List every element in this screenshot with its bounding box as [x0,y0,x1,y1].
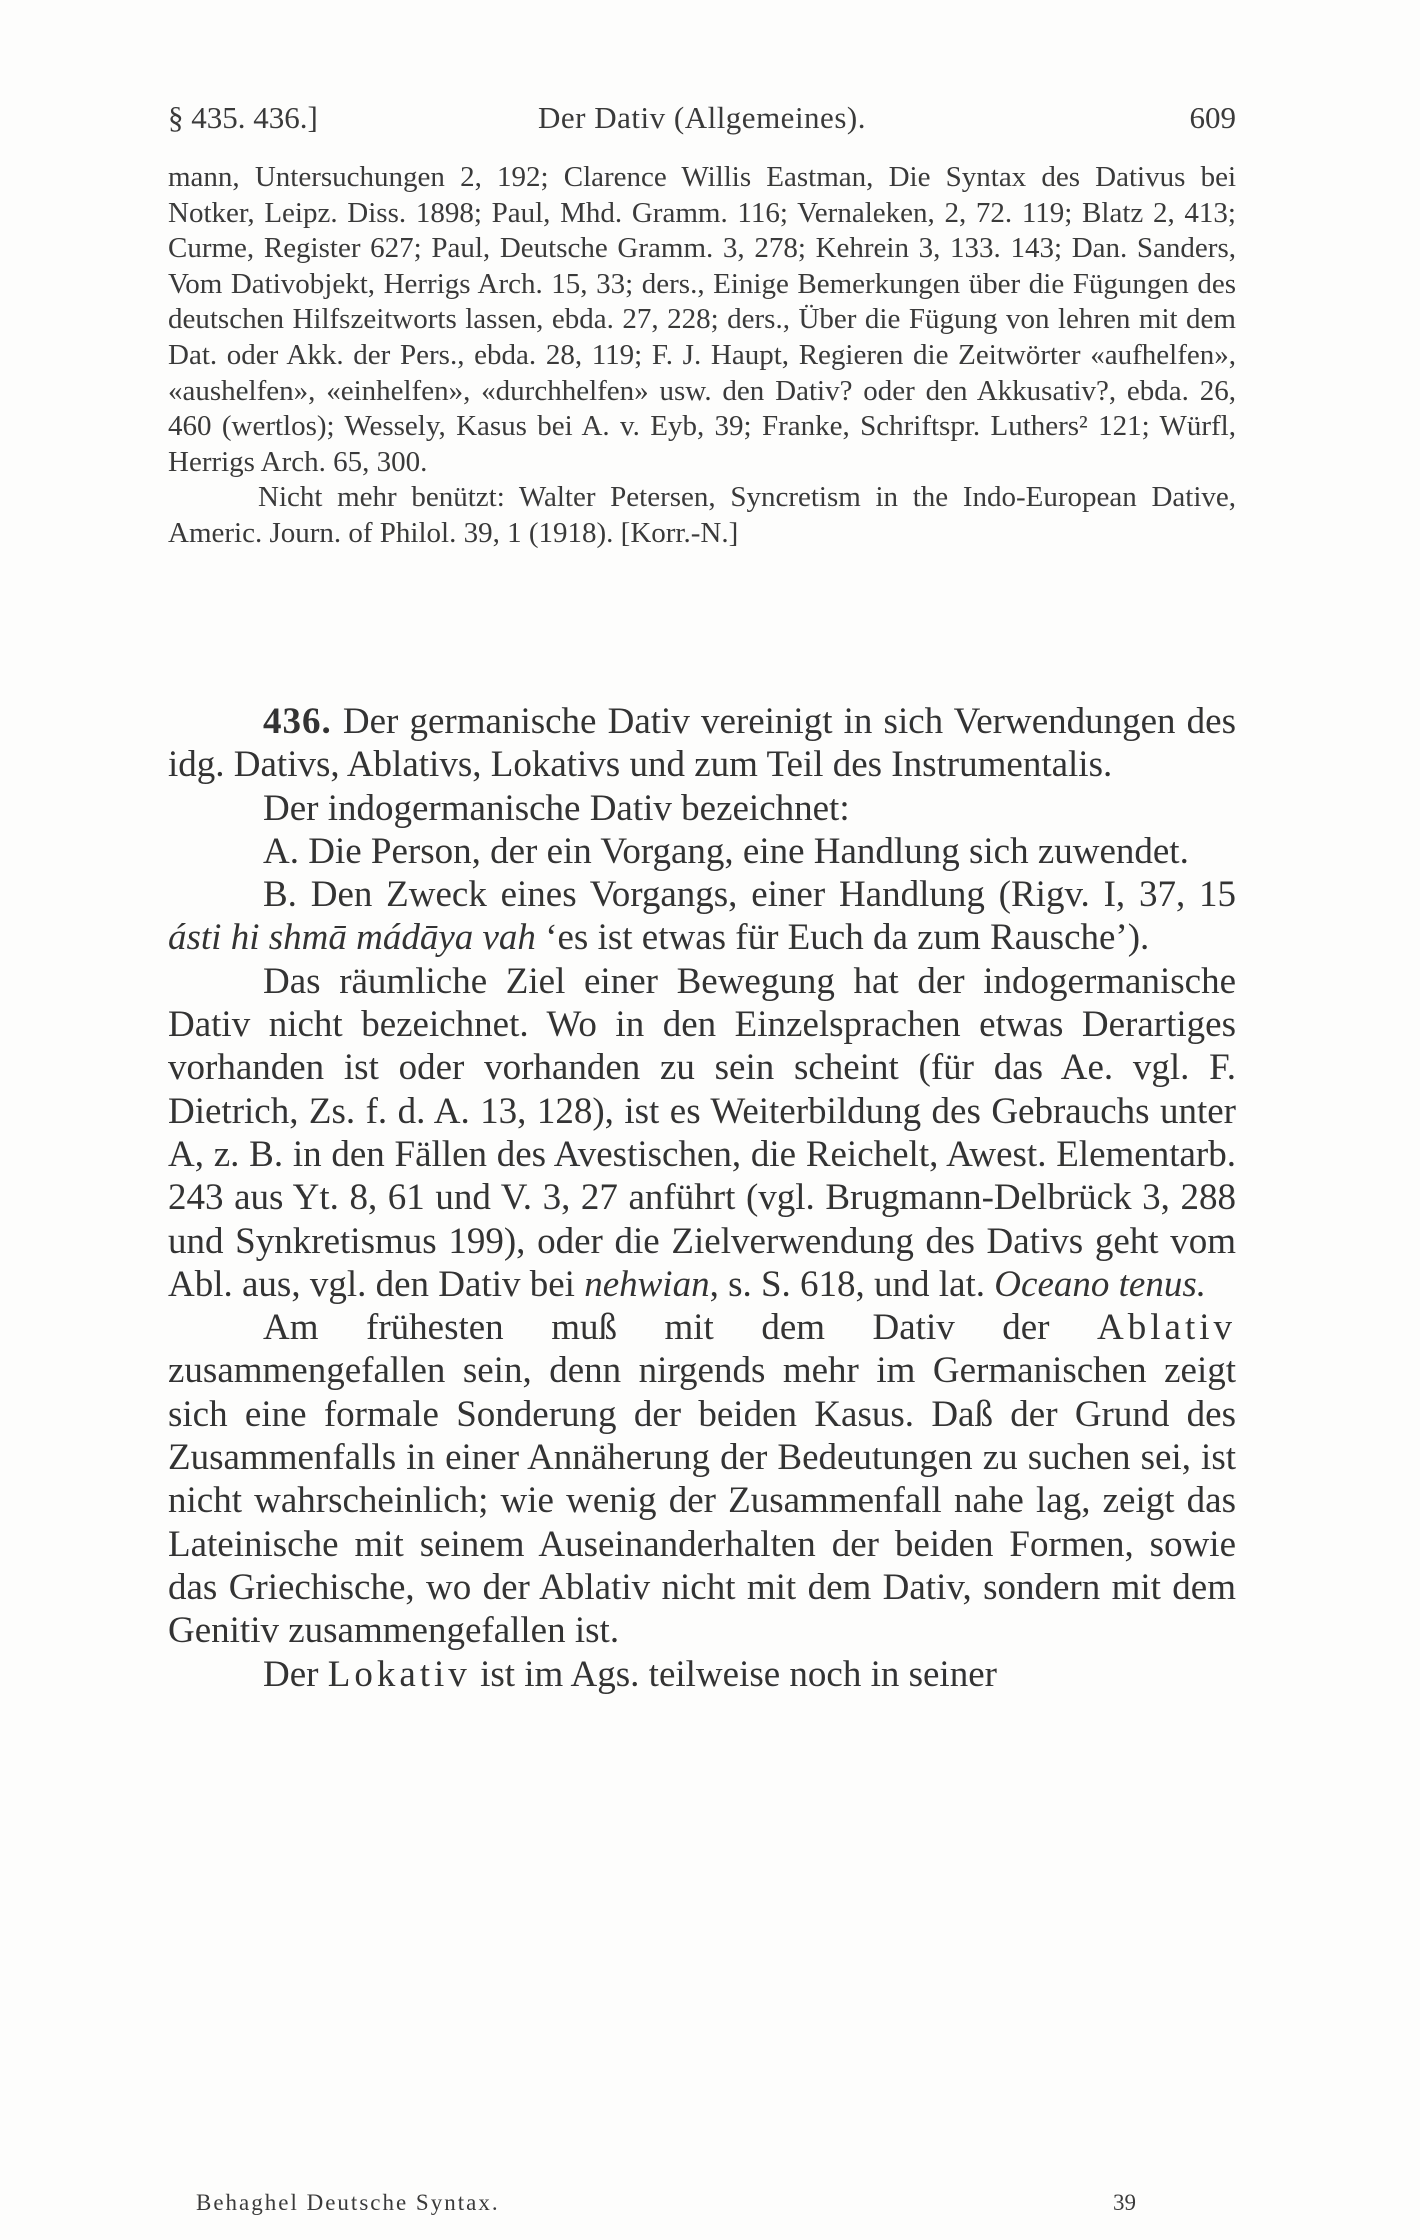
section-intro-paragraph [168,700,1236,787]
header-title: Der Dativ (Allgemeines). [538,100,866,135]
point-b-gloss: ‘es ist etwas für Euch da zum Rausche’). [535,917,1150,959]
bibliography-paragraph: mann, Untersuchungen 2, 192; Clarence Willis Eastman, Die Syntax des Dativus bei Notker, Leipz. Diss. 1898; Paul, Mhd. Gramm. 116; Vernaleken, 2, 72. 119; Blatz 2, 413; Curme, Register 627; Paul, Deutsche Gramm. 3, 278; Kehrein 3, 133. 143; Dan. Sanders, Vom Dativobjekt, Herrigs Arch. 15, 33; ders., Einige Bemerkungen über die Fügungen des deutschen Hilfszeitworts lassen, ebda. 27, 228; ders., Über die Fügung von lehren mit dem Dat. oder Akk. der Pers., ebda. 28, 119; F. J. Haupt, Regieren die Zeitwörter «aufhelfen», «aushelfen», «einhelfen», «durchhelfen» usw. den Dativ? oder den Akkusativ?, ebda. 26, 460 (wertlos); Wessely, Kasus bei A. v. Eyb, 39; Franke, Schriftspr. Luthers² 121; Würfl, Herrigs Arch. 65, 300. [168,161,1236,478]
section-436-body [168,700,1236,1696]
footer-source: Behaghel Deutsche Syntax. [196,2190,500,2215]
signature-mark: 39 [1113,2190,1136,2215]
point-b-sanskrit: ásti hi shmā mádāya vah [168,917,536,959]
section-intro-text: Der germanische Dativ vereinigt in sich Verwendungen des idg. Dativs, Ablativs, Lokativs und zum Teil des Instrumentalis. [168,701,1237,786]
lokativ-paragraph [168,1653,1236,1696]
page-number: 609 [1189,100,1236,135]
running-header [168,100,1236,144]
ziel-italic-word: nehwian [584,1263,710,1305]
point-a-paragraph: A. Die Person, der ein Vorgang, eine Handlung sich zuwendet. [263,830,1189,872]
bibliography-note: Nicht mehr benützt: Walter Petersen, Syncretism in the Indo-European Dative, Americ. Journ. of Philol. 39, 1 (1918). [Korr.-N.] [168,481,1236,549]
lokativ-term: Lokativ [327,1653,471,1695]
page-footer [196,2190,1136,2224]
ziel-paragraph [168,960,1236,1306]
ablativ-paragraph [168,1306,1236,1652]
lead-paragraph: Der indogermanische Dativ bezeichnet: [263,787,850,829]
ablativ-text-pre: Am frühesten muß mit dem Dativ der [263,1307,1098,1349]
point-b-text: B. Den Zweck eines Vorgangs, einer Handlung (Rigv. I, 37, 15 [263,874,1236,916]
section-number: 436. [263,701,332,742]
ziel-text-mid: , s. S. 618, und lat. [709,1263,995,1305]
lokativ-text-pre: Der [263,1653,328,1695]
ablativ-text: zusammengefallen sein, denn nirgends mehr im Germanischen zeigt sich eine formale Sonderung der beiden Kasus. Daß der Grund des Zusammenfalls in einer Annäherung der Bedeutungen zu suchen sei, ist nicht wahrscheinlich; wie wenig der Zusammenfall nahe lag, zeigt das Lateinische mit seinem Auseinanderhalten der beiden Formen, sowie das Griechische, wo der Ablativ nicht mit dem Dativ, sondern mit dem Genitiv zusammengefallen ist. [168,1350,1236,1652]
ziel-italic-latin: Oceano tenus. [994,1263,1206,1305]
header-section-ref: § 435. 436.] [168,100,318,135]
bibliography-block [168,160,1236,552]
lokativ-text: ist im Ags. teilweise noch in seiner [470,1653,997,1695]
ablativ-term: Ablativ [1097,1307,1236,1349]
ziel-text: Das räumliche Ziel einer Bewegung hat der indogermanische Dativ nicht bezeichnet. Wo in den Einzelsprachen etwas Derartiges vorhanden ist oder vorhanden zu sein scheint (für das Ae. vgl. F. Dietrich, Zs. f. d. A. 13, 128), ist es Weiterbildung des Gebrauchs unter A, z. B. in den Fällen des Avestischen, die Reichelt, Awest. Elementarb. 243 aus Yt. 8, 61 und V. 3, 27 anführt (vgl. Brugmann-Delbrück 3, 288 und Synkretismus 199), oder die Zielverwendung des Dativs geht vom Abl. aus, vgl. den Dativ bei [168,960,1236,1305]
point-b-paragraph [168,873,1236,960]
